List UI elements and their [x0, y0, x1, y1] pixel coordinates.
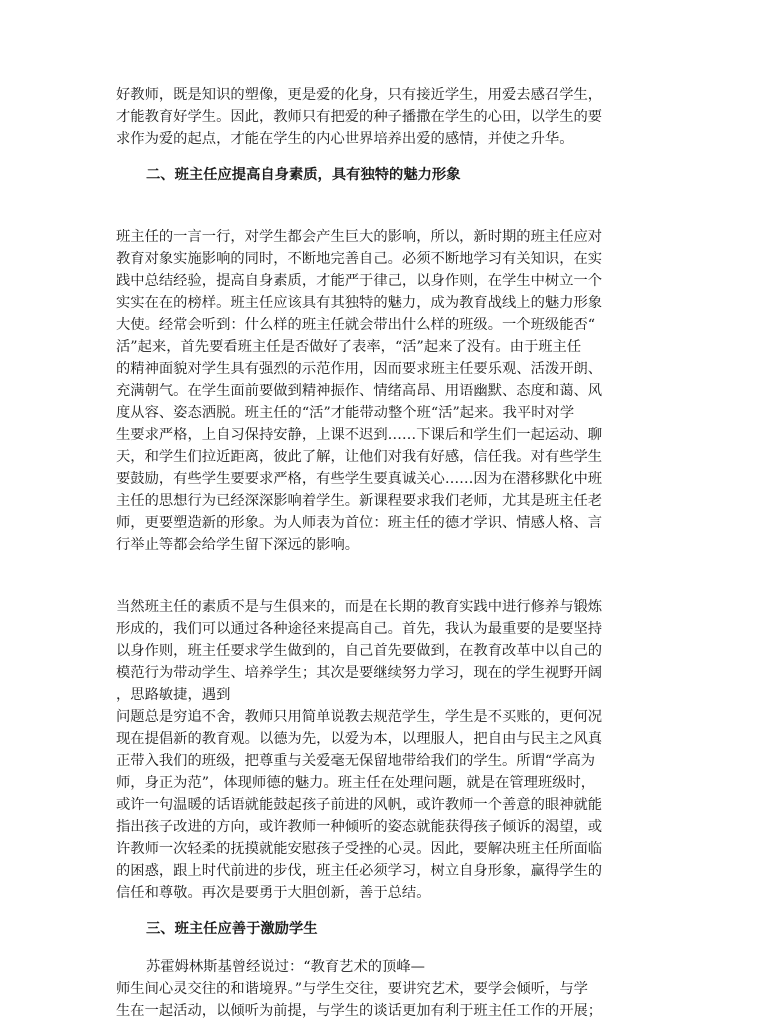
paragraph-line: 以身作则，班主任要求学生做到的，自己首先要做到，在教育改革中以自己的	[116, 643, 603, 659]
paragraph-line: 主任的思想行为已经深深影响着学生。新课程要求我们老师，尤其是班主任老	[116, 493, 603, 509]
section-heading-3: 三、班主任应善于激励学生	[146, 921, 318, 937]
paragraph-line: 生要求严格，上自习保持安静，上课不迟到……下课后和学生们一起运动、聊	[116, 427, 603, 443]
paragraph-line: 正带入我们的班级，把尊重与关爱毫无保留地带给我们的学生。所谓“学高为	[116, 753, 596, 769]
paragraph-line: 现在提倡新的教育观。以德为先，以爱为本，以理服人，把自由与民主之风真	[116, 731, 603, 747]
paragraph-line: 实实在在的榜样。班主任应该具有其独特的魅力，成为教育战线上的魅力形象	[116, 295, 603, 311]
paragraph-line: 模范行为带动学生、培养学生；其次是要继续努力学习，现在的学生视野开阔	[116, 665, 603, 681]
paragraph-line: 活”起来，首先要看班主任是否做好了表率，“活”起来了没有。由于班主任	[116, 339, 582, 355]
paragraph-line: 形成的，我们可以通过各种途径来提高自己。首先，我认为最重要的是要坚持	[116, 621, 603, 637]
paragraph-line: 要鼓励，有些学生要要求严格，有些学生要真诚关心……因为在潜移默化中班	[116, 471, 603, 487]
paragraph-line: 信任和尊敬。再次是要勇于大胆创新，善于总结。	[116, 885, 431, 901]
paragraph-line: 的困惑，跟上时代前进的步伐，班主任必须学习，树立自身形象，赢得学生的	[116, 863, 603, 879]
section3-paragraph-1	[116, 956, 660, 1022]
section2-paragraph-1	[116, 226, 660, 556]
section2-paragraph-2	[116, 596, 660, 904]
paragraph-line: 教育对象实施影响的同时，不断地完善自己。必须不断地学习有关知识，在实	[116, 251, 603, 267]
intro-paragraph	[116, 84, 660, 150]
paragraph-line: 苏霍姆林斯基曾经说过：“教育艺术的顶峰—	[146, 959, 425, 975]
paragraph-line: 师，更要塑造新的形象。为人师表为首位：班主任的德才学识、情感人格、言	[116, 515, 603, 531]
paragraph-line: 班主任的一言一行，对学生都会产生巨大的影响，所以，新时期的班主任应对	[116, 229, 603, 245]
paragraph-line: 行举止等都会给学生留下深远的影响。	[116, 537, 360, 553]
paragraph-line: 师，身正为范”，体现师德的魅力。班主任在处理问题，就是在管理班级时，	[116, 775, 596, 791]
paragraph-line: 指出孩子改进的方向，或许教师一种倾听的姿态就能获得孩子倾诉的渴望，或	[116, 819, 603, 835]
paragraph-line: ，思路敏捷，遇到	[116, 687, 231, 703]
paragraph-line: 践中总结经验，提高自身素质，才能严于律己，以身作则，在学生中树立一个	[116, 273, 603, 289]
paragraph-line: 许教师一次轻柔的抚摸就能安慰孩子受挫的心灵。因此，要解决班主任所面临	[116, 841, 603, 857]
paragraph-line: 充满朝气。在学生面前要做到精神振作、情绪高昂、用语幽默、态度和蔼、风	[116, 383, 603, 399]
section-heading-2: 二、班主任应提高自身素质，具有独特的魅力形象	[146, 167, 461, 183]
paragraph-line: 当然班主任的素质不是与生俱来的，而是在长期的教育实践中进行修养与锻炼	[116, 599, 603, 615]
paragraph-line: 师生间心灵交往的和谐境界。”与学生交往，要讲究艺术，要学会倾听，与学	[116, 981, 588, 997]
paragraph-line: 的精神面貌对学生具有强烈的示范作用，因而要求班主任要乐观、活泼开朗、	[116, 361, 603, 377]
paragraph-line: 生在一起活动，以倾听为前提，与学生的谈话更加有利于班主任工作的开展；	[116, 1003, 603, 1019]
paragraph-line: 才能教育好学生。因此，教师只有把爱的种子播撒在学生的心田，以学生的要	[116, 109, 603, 125]
paragraph-line: 天，和学生们拉近距离，彼此了解，让他们对我有好感，信任我。对有些学生	[116, 449, 603, 465]
paragraph-line: 度从容、姿态洒脱。班主任的“活”才能带动整个班“活”起来。我平时对学	[116, 405, 575, 421]
paragraph-line: 或许一句温暖的话语就能鼓起孩子前进的风帆，或许教师一个善意的眼神就能	[116, 797, 603, 813]
paragraph-line: 求作为爱的起点，才能在学生的内心世界培养出爱的感情，并使之升华。	[116, 131, 574, 147]
paragraph-line: 大使。经常会听到：什么样的班主任就会带出什么样的班级。一个班级能否“	[116, 317, 596, 333]
paragraph-line: 好教师，既是知识的塑像，更是爱的化身，只有接近学生，用爱去感召学生，	[116, 87, 603, 103]
paragraph-line: 问题总是穷追不舍，教师只用简单说教去规范学生，学生是不买账的，更何况	[116, 709, 603, 725]
